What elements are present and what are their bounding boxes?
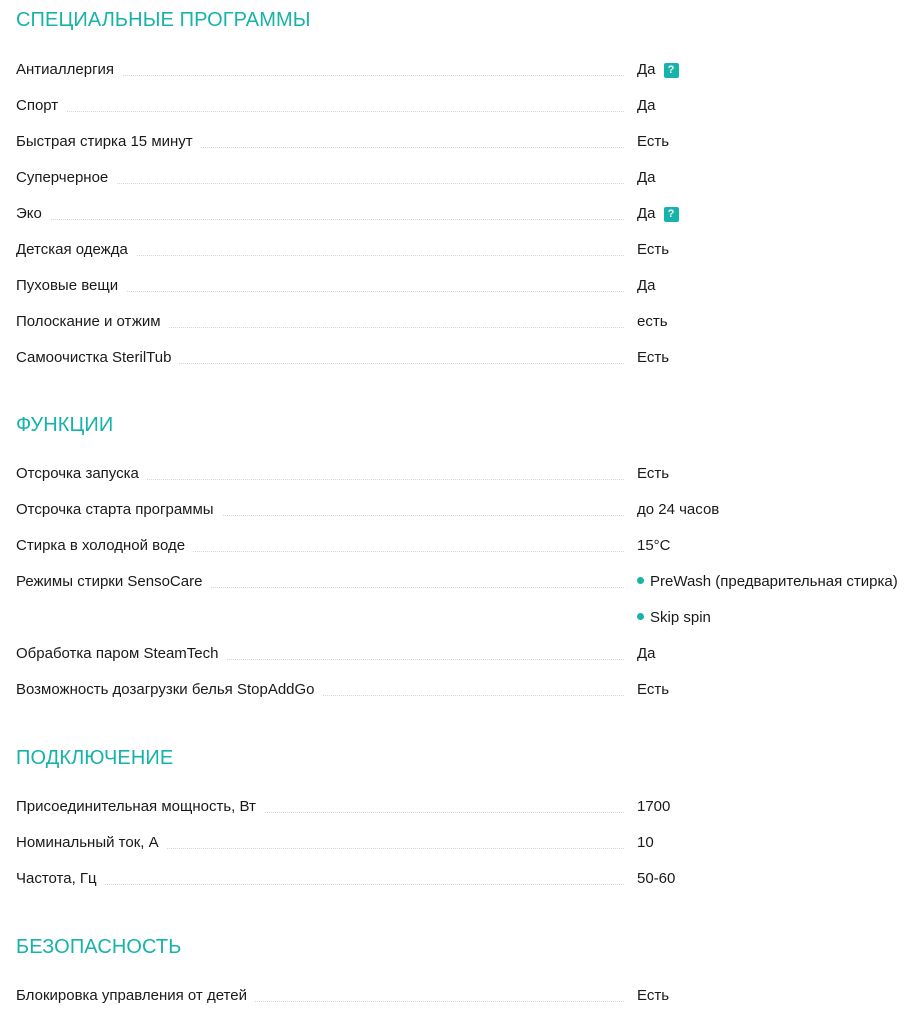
section-title: СПЕЦИАЛЬНЫЕ ПРОГРАММЫ [16, 9, 311, 31]
spec-row [16, 59, 916, 81]
spec-label: Полоскание и отжим [16, 311, 169, 333]
section-title: ПОДКЛЮЧЕНИЕ [16, 747, 174, 769]
spec-value: Есть [637, 465, 670, 482]
spec-row [16, 203, 916, 225]
spec-value: есть [637, 313, 668, 330]
spec-label: Номинальный ток, А [16, 832, 167, 854]
spec-row [16, 571, 916, 593]
spec-value: Да [637, 97, 656, 114]
spec-value-list-item: Skip spin [637, 607, 711, 629]
spec-row [16, 275, 916, 297]
spec-value: 10 [637, 834, 654, 851]
spec-label: Детская одежда [16, 239, 136, 261]
spec-value-list-item: PreWash (предварительная стирка) [637, 571, 898, 593]
spec-label: Присоединительная мощность, Вт [16, 796, 264, 818]
spec-label: Суперчерное [16, 167, 116, 189]
spec-value: до 24 часов [637, 501, 720, 518]
spec-label: Быстрая стирка 15 минут [16, 131, 201, 153]
spec-row [16, 832, 916, 854]
spec-row [16, 643, 916, 665]
spec-row [16, 985, 916, 1007]
question-mark-icon[interactable]: ? [664, 63, 679, 78]
spec-value: Да ? [637, 203, 679, 225]
spec-value: Да ? [637, 59, 679, 81]
section-title: БЕЗОПАСНОСТЬ [16, 936, 182, 958]
spec-row [16, 347, 916, 369]
bullet-dot-icon [637, 577, 644, 584]
spec-value: Есть [637, 133, 670, 150]
spec-label: Обработка паром SteamTech [16, 643, 227, 665]
spec-label: Отсрочка запуска [16, 463, 147, 485]
spec-label: Самоочистка SterilTub [16, 347, 179, 369]
spec-row [16, 499, 916, 521]
spec-value: Есть [637, 349, 670, 366]
spec-row [16, 796, 916, 818]
spec-row [16, 167, 916, 189]
spec-row-continuation [16, 607, 916, 629]
spec-row [16, 868, 916, 890]
spec-value: Есть [637, 987, 670, 1004]
spec-value: Да [637, 169, 656, 186]
spec-value: Да [637, 277, 656, 294]
spec-label: Возможность дозагрузки белья StopAddGo [16, 679, 323, 701]
spec-row [16, 131, 916, 153]
spec-label: Пуховые вещи [16, 275, 126, 297]
section-title: ФУНКЦИИ [16, 414, 114, 436]
question-mark-icon[interactable]: ? [664, 207, 679, 222]
spec-label: Блокировка управления от детей [16, 985, 255, 1007]
spec-row [16, 535, 916, 557]
spec-value: Да [637, 645, 656, 662]
spec-label: Частота, Гц [16, 868, 105, 890]
dotted-leader [16, 111, 624, 112]
spec-label: Антиаллергия [16, 59, 122, 81]
spec-value: 1700 [637, 798, 671, 815]
dotted-leader [16, 219, 624, 220]
spec-label: Эко [16, 203, 50, 225]
spec-row [16, 311, 916, 333]
spec-label: Режимы стирки SensoCare [16, 571, 210, 593]
spec-label: Отсрочка старта программы [16, 499, 222, 521]
spec-value: Есть [637, 241, 670, 258]
spec-row [16, 679, 916, 701]
spec-row [16, 239, 916, 261]
dotted-leader [16, 884, 624, 885]
spec-value: 15°C [637, 537, 671, 554]
spec-label: Стирка в холодной воде [16, 535, 193, 557]
spec-row [16, 463, 916, 485]
bullet-dot-icon [637, 613, 644, 620]
spec-label: Спорт [16, 95, 66, 117]
spec-value: Есть [637, 681, 670, 698]
spec-row [16, 95, 916, 117]
spec-value: 50-60 [637, 870, 676, 887]
